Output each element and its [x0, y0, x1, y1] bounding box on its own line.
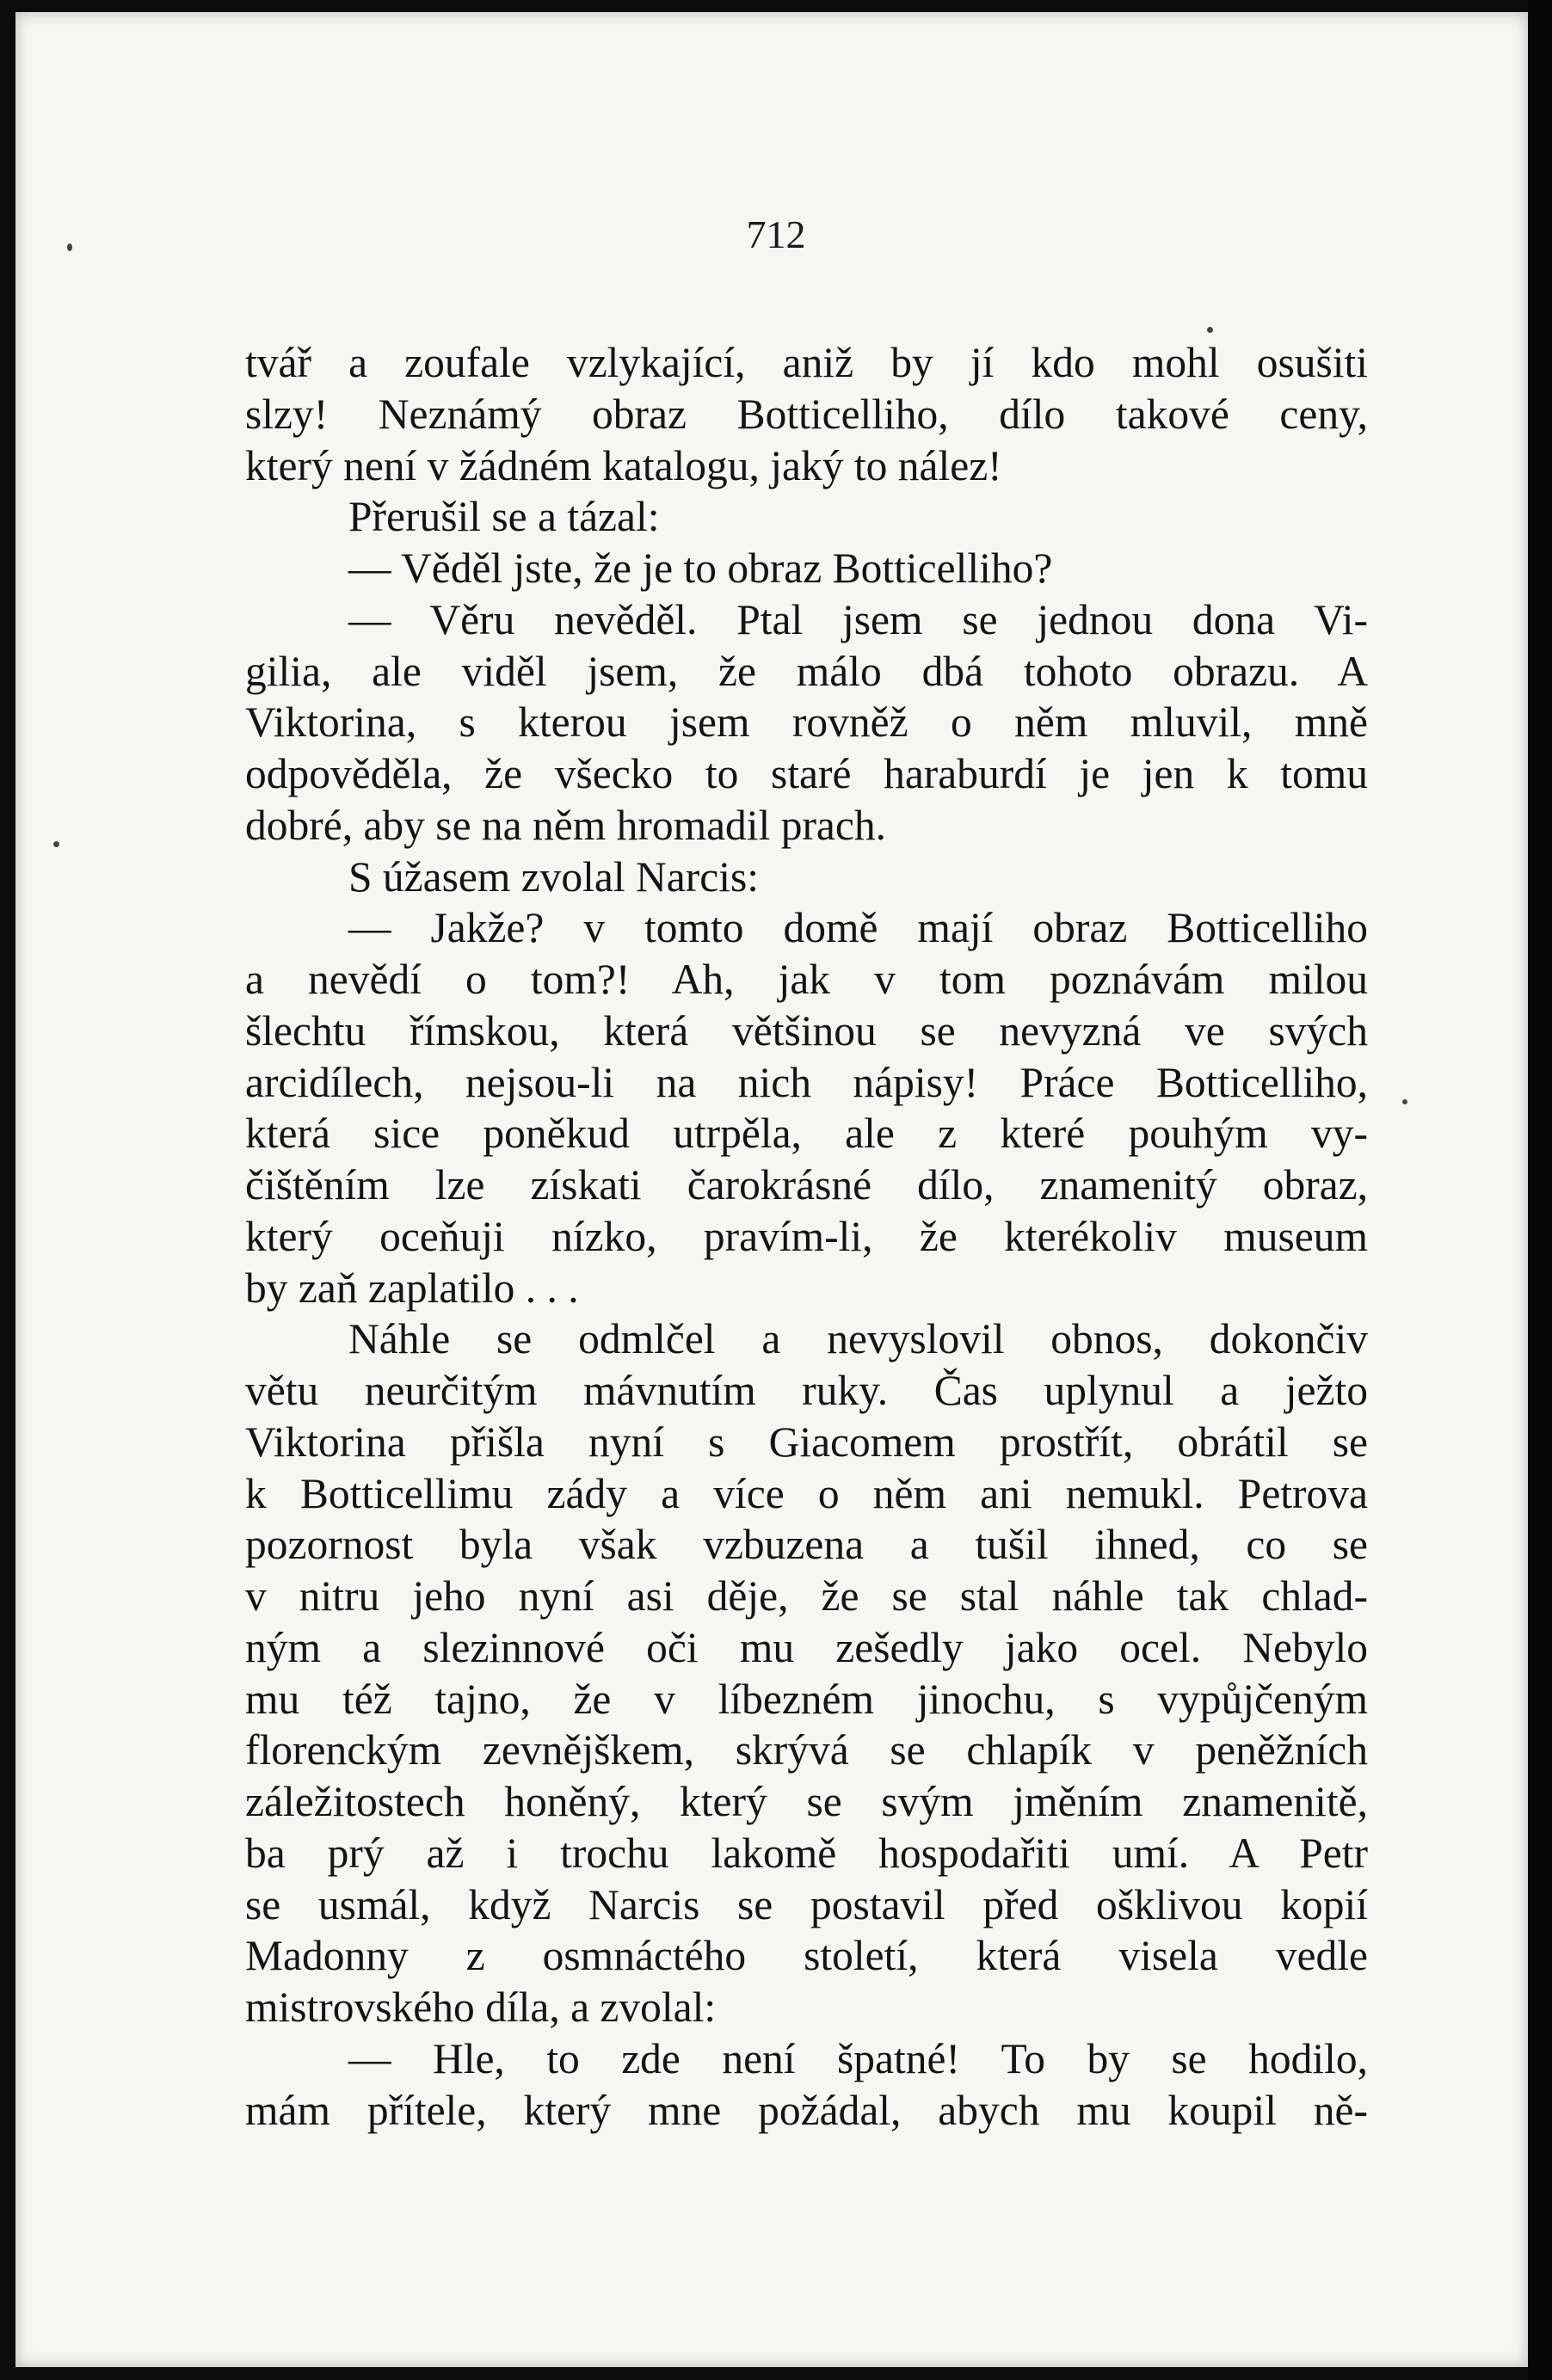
- text-line: čištěním lze získati čarokrásné dílo, znamenitý obraz,: [245, 1161, 1368, 1208]
- text-line: ba prý až i trochu lakomě hospodařiti umí. A Petr: [245, 1829, 1368, 1877]
- text-line: — Jakže? v tomto domě mají obraz Botticelliho: [348, 904, 1368, 952]
- text-line: který oceňuji nízko, pravím-li, že kterékoliv museum: [245, 1212, 1368, 1260]
- text-line: větu neurčitým mávnutím ruky. Čas uplynul a ježto: [245, 1367, 1368, 1414]
- text-line: ným a slezinnové oči mu zešedly jako ocel. Nebylo: [245, 1623, 1368, 1671]
- text-line: pozornost byla však vzbuzena a tušil ihned, co se: [245, 1521, 1368, 1569]
- text-line: se usmál, když Narcis se postavil před ošklivou kopií: [245, 1880, 1368, 1928]
- text-line: — Věru nevěděl. Ptal jsem se jednou dona Vi-: [348, 595, 1368, 643]
- text-line: slzy! Neznámý obraz Botticelliho, dílo takové ceny,: [245, 390, 1368, 438]
- text-line: florenckým zevnějškem, skrývá se chlapík v peněžních: [245, 1726, 1368, 1774]
- text-line: Viktorina, s kterou jsem rovněž o něm mluvil, mně: [245, 698, 1368, 747]
- text-line: S úžasem zvolal Narcis:: [348, 852, 759, 901]
- text-line: Přerušil se a tázal:: [348, 493, 660, 541]
- text-line: — Hle, to zde není špatné! To by se hodilo,: [348, 2034, 1368, 2082]
- text-line: mám přítele, který mne požádal, abych mu koupil ně-: [245, 2086, 1368, 2134]
- text-line: — Věděl jste, že je to obraz Botticelliho?: [348, 544, 1053, 592]
- text-line: dobré, aby se na něm hromadil prach.: [245, 801, 886, 849]
- text-line: záležitostech honěný, který se svým jměním znamenitě,: [245, 1778, 1368, 1825]
- text-line: arcidílech, nejsou-li na nich nápisy! Práce Botticelliho,: [245, 1058, 1368, 1106]
- text-line: tvář a zoufale vzlykající, aniž by jí kdo mohl osušiti: [245, 339, 1368, 386]
- body-text: [245, 337, 1368, 2136]
- text-line: by zaň zaplatilo . . .: [245, 1264, 579, 1312]
- text-line: šlechtu římskou, která většinou se nevyzná ve svých: [245, 1006, 1368, 1055]
- text-line: mu též tajno, že v líbezném jinochu, s vypůjčeným: [245, 1675, 1368, 1723]
- text-line: a nevědí o tom?! Ah, jak v tom poznávám milou: [245, 956, 1368, 1003]
- text-line: k Botticellimu zády a více o něm ani nemukl. Petrova: [245, 1469, 1368, 1517]
- page-number: 712: [746, 212, 806, 256]
- scan-edge: [1528, 0, 1552, 2380]
- scan-speck: [1402, 1099, 1407, 1104]
- text-line: který není v žádném katalogu, jaký to nález!: [245, 441, 1002, 489]
- text-line: odpověděla, že všecko to staré haraburdí je jen k tomu: [245, 750, 1368, 797]
- text-line: Náhle se odmlčel a nevyslovil obnos, dokončiv: [348, 1315, 1368, 1363]
- text-line: která sice poněkud utrpěla, ale z které pouhým vy-: [245, 1110, 1368, 1158]
- scan-speck: [53, 841, 59, 847]
- text-line: Viktorina přišla nyní s Giacomem prostřít, obrátil se: [245, 1418, 1368, 1466]
- text-line: Madonny z osmnáctého století, která visela vedle: [245, 1932, 1368, 1980]
- scan-speck: [1207, 327, 1213, 333]
- text-line: v nitru jeho nyní asi děje, že se stal náhle tak chlad-: [245, 1572, 1368, 1620]
- text-line: mistrovského díla, a zvolal:: [245, 1983, 717, 2031]
- text-line: gilia, ale viděl jsem, že málo dbá tohoto obrazu. A: [245, 647, 1368, 695]
